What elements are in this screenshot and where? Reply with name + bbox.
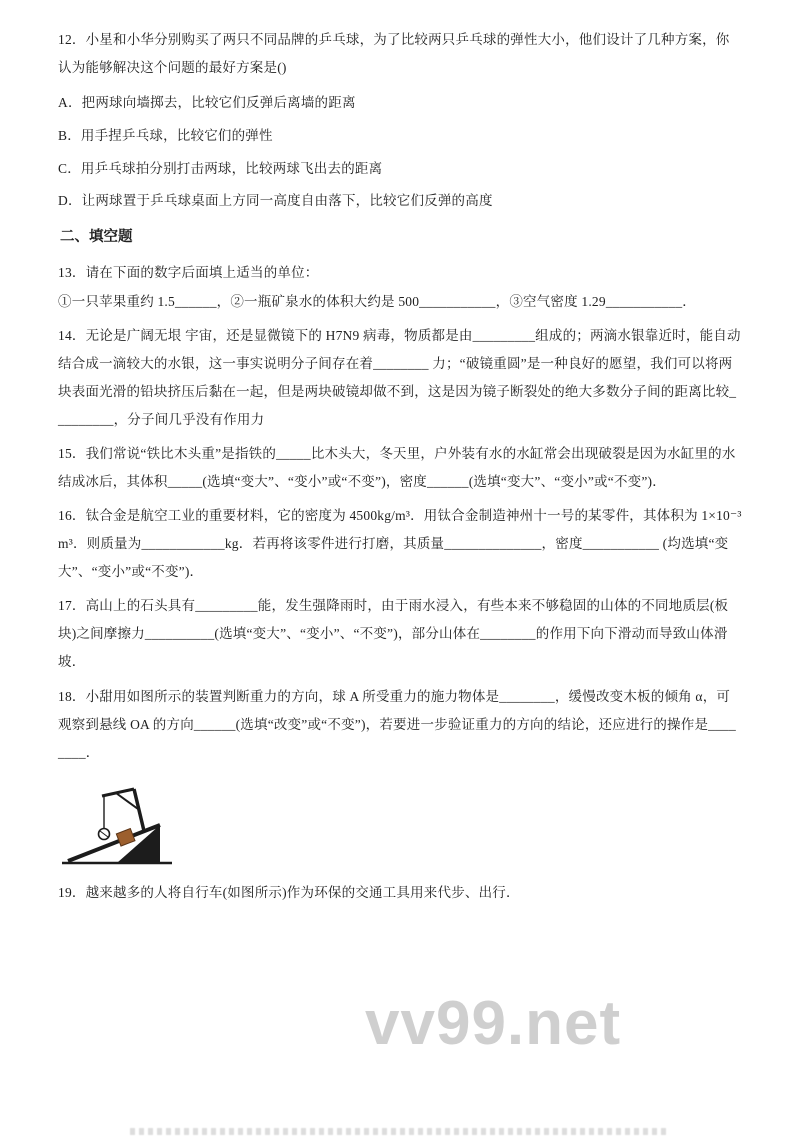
question-16: 16．钛合金是航空工业的重要材料，它的密度为 4500kg/m³．用钛合金制造神州十一号的某零件，其体积为 1×10⁻³m³．则质量为____________kg．若再将该零件进行打磨，其质量______________，密度___________ (均选填“变大”、“变小”或“不变”)．	[58, 508, 742, 580]
question-18: 18．小甜用如图所示的装置判断重力的方向，球 A 所受重力的施力物体是________，缓慢改变木板的倾角 α，可观察到悬线 OA 的方向______(选填“改变”或“不变”)，若要进一步验证重力的方向的结论，还应进行的操作是________．	[58, 688, 736, 760]
question-13-line2: ①一只苹果重约 1.5______，②一瓶矿泉水的体积大约是 500___________，③空气密度 1.29___________．	[58, 293, 696, 309]
question-12-option-d: D．让两球置于乒乓球桌面上方同一高度自由落下，比较它们反弹的高度	[58, 193, 493, 209]
crane-post	[134, 789, 144, 831]
question-19: 19．越来越多的人将自行车(如图所示)作为环保的交通工具用来代步、出行．	[58, 884, 520, 900]
wooden-block	[116, 828, 135, 846]
watermark: vv99.net	[365, 989, 622, 1058]
question-12-stem: 12．小星和小华分别购买了两只不同品牌的乒乓球，为了比较两只乒乓球的弹性大小，他们设计了几种方案，你认为能够解决这个问题的最好方案是()	[58, 32, 730, 76]
question-12-option-b: B．用手捏乒乓球，比较它们的弹性	[58, 127, 273, 143]
question-13-line1: 13．请在下面的数字后面填上适当的单位：	[58, 265, 319, 281]
cutoff-next-page-text	[130, 1128, 670, 1135]
gravity-direction-apparatus-figure	[60, 781, 180, 869]
question-14: 14．无论是广阔无垠 宇宙，还是显微镜下的 H7N9 病毒，物质都是由_________组成的；两滴水银靠近时，能自动结合成一滴较大的水银，这一事实说明分子间存在着________ 力；“破镜重圆”是一种良好的愿望，我们可以将两块表面光滑的铅块挤压后黏在一起，但是两块破镜却做不到，这是因为镜子断裂处的绝大多数分子间的距离比较_________，分子间几乎没有作用力	[58, 327, 741, 427]
question-12-option-c: C．用乒乓球拍分别打击两球，比较两球飞出去的距离	[58, 160, 383, 176]
question-15: 15．我们常说“铁比木头重”是指铁的_____比木头大，冬天里，户外装有水的水缸常会出现破裂是因为水缸里的水结成冰后，其体积_____(选填“变大”、“变小”或“不变”)，密度______(选填“变大”、“变小”或“不变”)．	[58, 445, 736, 489]
section-title-fill-in-blanks: 二、填空题	[60, 228, 133, 245]
question-17: 17．高山上的石头具有_________能，发生强降雨时，由于雨水浸入，有些本来不够稳固的山体的不同地质层(板块)之间摩擦力__________(选填“变大”、“变小”、“不变”)，部分山体在________的作用下向下滑动而导致山体滑坡．	[58, 598, 729, 670]
question-12-option-a: A．把两球向墙掷去，比较它们反弹后离墙的距离	[58, 95, 356, 111]
question-18-figure	[60, 781, 180, 869]
